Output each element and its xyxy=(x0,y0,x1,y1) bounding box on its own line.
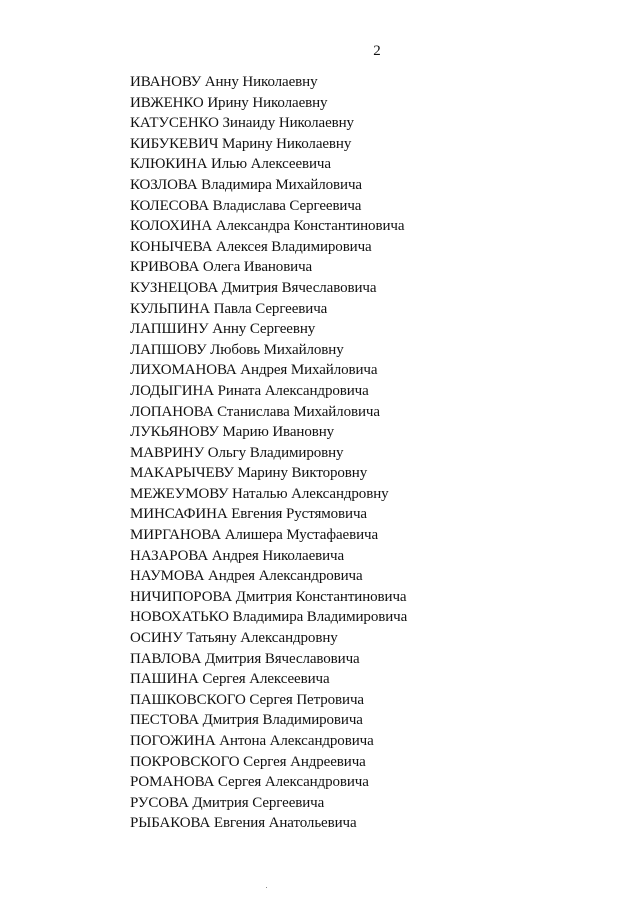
list-item: НИЧИПОРОВА Дмитрия Константиновича xyxy=(130,588,407,605)
list-item: ЛАПШИНУ Анну Сергеевну xyxy=(130,321,316,338)
list-item: ЛОДЫГИНА Рината Александровича xyxy=(130,382,369,399)
list-item: ИВАНОВУ Анну Николаевну xyxy=(130,74,318,90)
list-item: КАТУСЕНКО Зинаиду Николаевну xyxy=(130,115,354,132)
list-item: КОНЫЧЕВА Алексея Владимировича xyxy=(130,238,372,255)
list-item: РОМАНОВА Сергея Александровича xyxy=(130,774,369,791)
list-item: ЛУКЬЯНОВУ Марию Ивановну xyxy=(130,424,335,441)
list-item: РУСОВА Дмитрия Сергеевича xyxy=(130,794,325,811)
list-item: ПЕСТОВА Дмитрия Владимировича xyxy=(130,712,363,729)
list-item: КОЛЕСОВА Владислава Сергеевича xyxy=(130,197,362,214)
list-item: ИВЖЕНКО Ирину Николаевну xyxy=(130,94,328,111)
list-item: ПОГОЖИНА Антона Александровича xyxy=(130,733,374,749)
list-item: МАКАРЫЧЕВУ Марину Викторовну xyxy=(130,465,368,482)
list-item: ЛИХОМАНОВА Андрея Михайловича xyxy=(130,362,378,379)
name-list xyxy=(130,72,407,834)
list-item: ПАВЛОВА Дмитрия Вячеславовича xyxy=(130,650,360,667)
list-item: ПАШИНА Сергея Алексеевича xyxy=(130,671,330,688)
list-item: КОЗЛОВА Владимира Михайловича xyxy=(130,176,362,193)
list-item: НОВОХАТЬКО Владимира Владимировича xyxy=(130,609,408,626)
list-item: РЫБАКОВА Евгения Анатольевича xyxy=(130,815,357,832)
list-item: НАЗАРОВА Андрея Николаевича xyxy=(130,547,345,564)
list-item: КРИВОВА Олега Ивановича xyxy=(130,259,313,276)
page-number: 2 xyxy=(373,43,381,59)
list-item: МЕЖЕУМОВУ Наталью Александровну xyxy=(130,485,389,502)
list-item: ПАШКОВСКОГО Сергея Петровича xyxy=(130,691,364,708)
list-item: КЛЮКИНА Илью Алексеевича xyxy=(130,156,331,173)
list-item: ПОКРОВСКОГО Сергея Андреевича xyxy=(130,753,366,770)
list-item: МИНСАФИНА Евгения Рустямовича xyxy=(130,506,367,523)
list-item: НАУМОВА Андрея Александровича xyxy=(130,568,363,585)
list-item: КУЛЬПИНА Павла Сергеевича xyxy=(130,300,328,317)
list-item: МИРГАНОВА Алишера Мустафаевича xyxy=(130,527,379,544)
list-item: КИБУКЕВИЧ Марину Николаевну xyxy=(130,135,352,152)
list-item: ЛАПШОВУ Любовь Михайловну xyxy=(130,341,344,358)
list-item: КОЛОХИНА Александра Константиновича xyxy=(130,218,405,235)
scan-speck xyxy=(266,887,267,888)
list-item: МАВРИНУ Ольгу Владимировну xyxy=(130,444,344,461)
list-item: ЛОПАНОВА Станислава Михайловича xyxy=(130,403,380,420)
list-item: ОСИНУ Татьяну Александровну xyxy=(130,630,338,647)
list-item: КУЗНЕЦОВА Дмитрия Вячеславовича xyxy=(130,279,377,296)
